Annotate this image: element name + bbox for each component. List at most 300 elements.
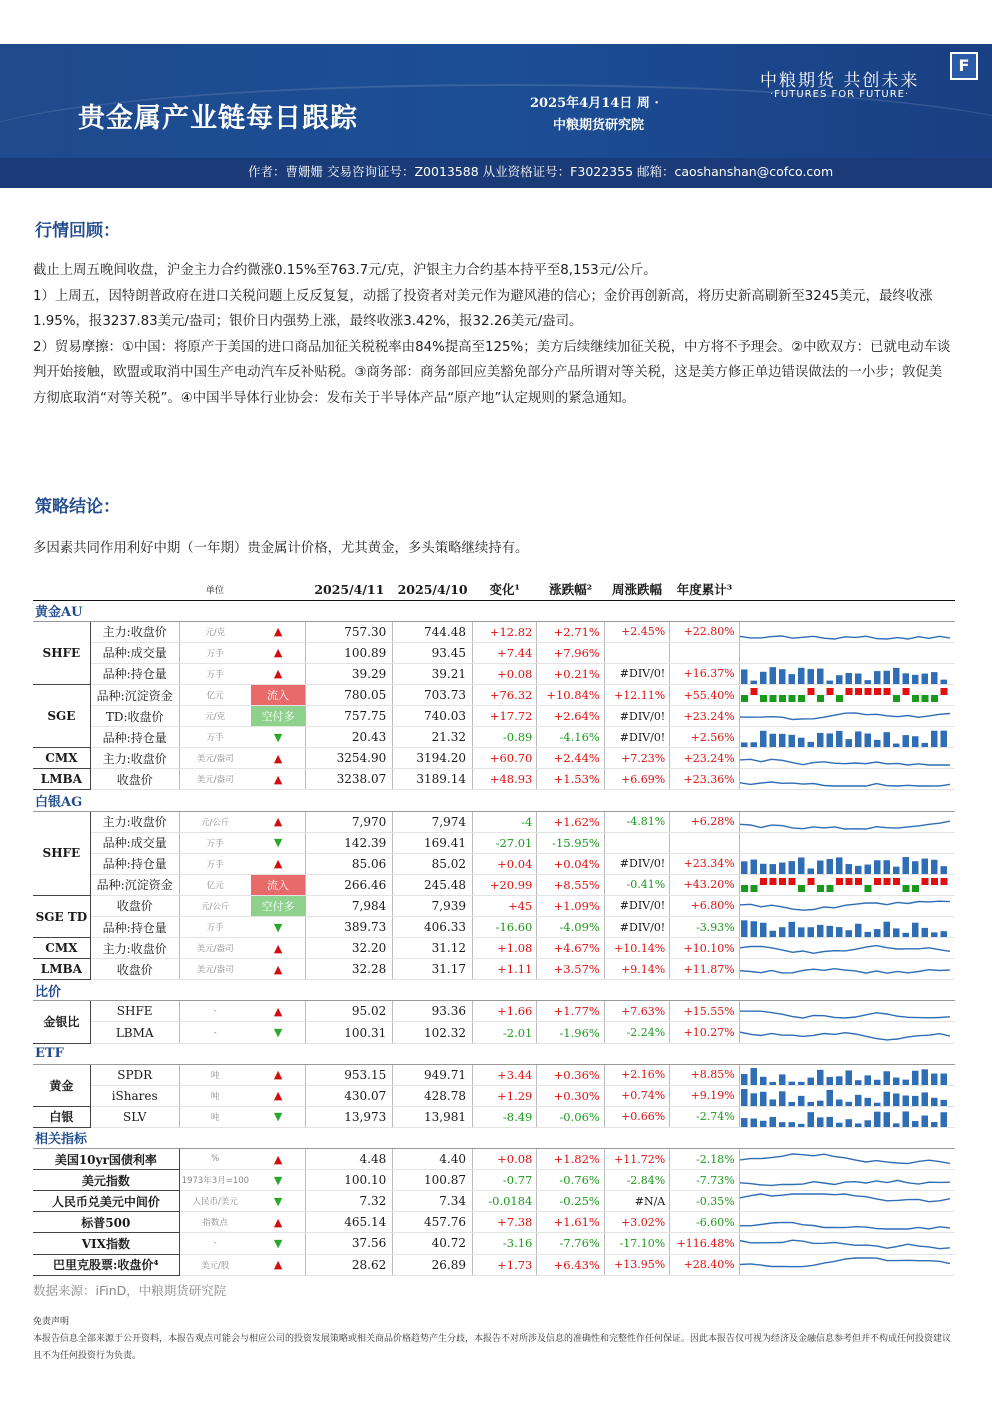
value-date2: 7,974 xyxy=(393,811,473,832)
sparkline-bar xyxy=(740,664,950,684)
spark-flow-cell xyxy=(817,695,824,702)
spark-flow-cell xyxy=(760,878,767,885)
unit-label: 美元/盎司 xyxy=(179,938,251,959)
section-title: ETF xyxy=(33,1043,955,1064)
spark-bar xyxy=(798,668,805,684)
value-date2: 949.71 xyxy=(393,1064,473,1085)
table-row xyxy=(33,874,955,895)
group-label: 黄金 xyxy=(33,1064,90,1106)
value-change: +1.66 xyxy=(472,1001,536,1022)
spark-bar xyxy=(769,931,776,937)
sparkline-cell xyxy=(739,853,955,874)
value-weekly: -17.10% xyxy=(604,1233,669,1254)
spark-bar xyxy=(798,1096,805,1106)
spark-bar xyxy=(741,861,748,874)
value-pct: +1.61% xyxy=(537,1212,604,1233)
value-date2: 703.73 xyxy=(393,684,473,705)
value-ytd: -0.35% xyxy=(670,1191,740,1212)
spark-bar xyxy=(741,669,748,684)
spark-bar xyxy=(931,1122,938,1127)
spark-flow-cell xyxy=(788,695,795,702)
spark-bar xyxy=(845,1119,852,1127)
sparkline-path xyxy=(740,1181,950,1186)
sparkline-cell xyxy=(739,748,955,769)
value-ytd: +116.48% xyxy=(670,1233,740,1254)
value-date2: 31.17 xyxy=(393,959,473,980)
up-arrow-icon: ▲ xyxy=(251,621,306,642)
value-weekly: +7.63% xyxy=(604,1001,669,1022)
value-weekly: #DIV/0! xyxy=(604,917,669,938)
up-arrow-icon: ▲ xyxy=(251,959,306,980)
group-label: SGE xyxy=(33,684,90,747)
sparkline-cell xyxy=(739,727,955,748)
value-pct: +2.44% xyxy=(537,748,604,769)
item-label: 主力:收盘价 xyxy=(90,748,179,769)
value-ytd: +2.56% xyxy=(670,727,740,748)
header-ytd: 年度累计³ xyxy=(670,579,740,600)
item-label: 品种:持仓量 xyxy=(90,727,179,748)
value-pct: -4.16% xyxy=(537,727,604,748)
spark-bar xyxy=(883,732,890,747)
spark-flow-cell xyxy=(912,695,919,702)
table-row xyxy=(33,727,955,748)
sparkline-cell xyxy=(739,1022,955,1043)
spark-bar xyxy=(855,924,862,937)
sparkline-cell xyxy=(739,1170,955,1191)
value-change: -3.16 xyxy=(472,1233,536,1254)
indicator-name: 巴里克股票:收盘价⁴ xyxy=(33,1254,179,1275)
spark-bar xyxy=(760,1092,767,1106)
spark-flow-cell xyxy=(750,688,757,695)
review-p3: 2）贸易摩擦：①中国：将原产于美国的进口商品加征关税税率由84%提高至125%；美方后续继续加征关税，中方将不予理会。②中欧双方：已就电动车谈判开始接触，欧盟或取消中国生产电动汽车反补贴税。③商务部：商务部回应美豁免部分产品所谓对等关税，这是美方修正单边错误做法的一小步；敦促美方彻底取消“对等关税”。④中国半导体行业协会：发布关于半导体产品“原产地”认定规则的紧急通知。 xyxy=(33,339,951,406)
value-date2: 85.02 xyxy=(393,853,473,874)
unit-label: 万手 xyxy=(179,663,251,684)
spark-bar xyxy=(912,861,919,874)
spark-bar xyxy=(845,930,852,937)
spark-bar xyxy=(874,671,881,684)
value-date1: 7,970 xyxy=(306,811,393,832)
spark-bar xyxy=(940,1073,947,1084)
down-arrow-icon: ▼ xyxy=(251,1106,306,1127)
value-ytd: +23.36% xyxy=(670,769,740,790)
value-weekly: -2.24% xyxy=(604,1022,669,1043)
value-date2: 7.34 xyxy=(393,1191,473,1212)
spark-flow-cell xyxy=(874,878,881,885)
sparkline-line xyxy=(740,959,950,979)
spark-flow-cell xyxy=(826,885,833,892)
unit-label: 吨 xyxy=(179,1085,251,1106)
group-label: SHFE xyxy=(33,811,90,895)
spark-bar xyxy=(769,1117,776,1127)
value-change: +0.04 xyxy=(472,853,536,874)
item-label: 主力:收盘价 xyxy=(90,811,179,832)
spark-bar xyxy=(883,922,890,937)
brand-name: 中粮期货 共创未来 xyxy=(760,71,920,91)
section-row xyxy=(33,1043,955,1064)
item-label: TD:收盘价 xyxy=(90,706,179,727)
value-date1: 32.28 xyxy=(306,959,393,980)
sparkline-bar xyxy=(740,1086,950,1106)
spark-bar xyxy=(826,680,833,683)
sparkline-bar xyxy=(740,917,950,937)
table-row xyxy=(33,769,955,790)
spark-bar xyxy=(788,861,795,874)
item-label: SHFE xyxy=(90,1001,179,1022)
section-row xyxy=(33,790,955,811)
value-weekly: #N/A xyxy=(604,1191,669,1212)
value-change: +76.32 xyxy=(472,684,536,705)
up-arrow-icon: ▲ xyxy=(251,769,306,790)
value-date2: 93.45 xyxy=(393,642,473,663)
spark-flow-cell xyxy=(864,885,871,892)
spark-flow-cell xyxy=(921,878,928,885)
spark-bar xyxy=(940,731,947,747)
value-ytd: +22.80% xyxy=(670,621,740,642)
sparkline-path xyxy=(740,1012,950,1019)
indicator-name: 美国10yr国债利率 xyxy=(33,1149,179,1170)
spark-bar xyxy=(817,733,824,747)
value-change: -4 xyxy=(472,811,536,832)
spark-bar xyxy=(779,1091,786,1106)
spark-bar xyxy=(807,1112,814,1127)
value-date2: 102.32 xyxy=(393,1022,473,1043)
unit-label: 元/公斤 xyxy=(179,811,251,832)
spark-bar xyxy=(902,1111,909,1127)
value-pct: +1.53% xyxy=(537,769,604,790)
item-label: 品种:沉淀资金 xyxy=(90,684,179,705)
value-weekly: +11.72% xyxy=(604,1149,669,1170)
sparkline-cell xyxy=(739,684,955,705)
spark-bar xyxy=(940,931,947,937)
spark-bar xyxy=(902,1095,909,1105)
value-ytd: +8.85% xyxy=(670,1064,740,1085)
spark-bar xyxy=(798,1124,805,1127)
group-label: 金银比 xyxy=(33,1001,90,1043)
spark-bar xyxy=(931,1098,938,1106)
sparkline-line xyxy=(740,1212,950,1232)
indicator-name: VIX指数 xyxy=(33,1233,179,1254)
unit-label: 亿元 xyxy=(179,874,251,895)
value-date2: 40.72 xyxy=(393,1233,473,1254)
spark-bar xyxy=(893,1077,900,1084)
spark-bar xyxy=(769,1099,776,1106)
sparkline-line xyxy=(740,1233,950,1253)
value-weekly: +2.45% xyxy=(604,621,669,642)
sparkline-bar xyxy=(740,1065,950,1085)
value-pct: -0.76% xyxy=(537,1170,604,1191)
spark-bar xyxy=(741,920,748,937)
unit-label: 1973年3月=100 xyxy=(179,1170,251,1191)
sparkline-cell xyxy=(739,959,955,980)
spark-bar xyxy=(864,1120,871,1127)
up-arrow-icon: ▲ xyxy=(251,853,306,874)
spark-bar xyxy=(741,1089,748,1106)
value-date1: 7,984 xyxy=(306,895,393,916)
value-date1: 85.06 xyxy=(306,853,393,874)
value-ytd: +23.34% xyxy=(670,853,740,874)
table-row xyxy=(33,1254,955,1275)
value-change: +7.38 xyxy=(472,1212,536,1233)
value-date2: 21.32 xyxy=(393,727,473,748)
value-change: -0.89 xyxy=(472,727,536,748)
spark-flow-cell xyxy=(883,688,890,695)
value-date2: 13,981 xyxy=(393,1106,473,1127)
spark-bar xyxy=(760,1077,767,1085)
spark-bar xyxy=(921,1115,928,1126)
up-arrow-icon: ▲ xyxy=(251,1064,306,1085)
spark-bar xyxy=(855,1080,862,1085)
value-weekly: +6.69% xyxy=(604,769,669,790)
spark-bar xyxy=(817,668,824,683)
sparkline-line xyxy=(740,622,950,642)
spark-flow-cell xyxy=(741,695,748,702)
value-date1: 389.73 xyxy=(306,917,393,938)
value-change: -8.49 xyxy=(472,1106,536,1127)
spark-bar xyxy=(931,731,938,747)
value-date2: 26.89 xyxy=(393,1254,473,1275)
value-change: +0.08 xyxy=(472,663,536,684)
spark-bar xyxy=(788,922,795,937)
spark-bar xyxy=(921,743,928,747)
spark-bar xyxy=(798,738,805,747)
spark-bar xyxy=(921,928,928,937)
table-row xyxy=(33,938,955,959)
sparkline-cell xyxy=(739,832,955,853)
sparkline-path xyxy=(740,821,950,829)
group-label: LMBA xyxy=(33,769,90,790)
sparkline-cell xyxy=(739,1212,955,1233)
sparkline-path xyxy=(740,760,950,766)
spark-bar xyxy=(845,673,852,684)
spark-bar xyxy=(750,1068,757,1085)
value-ytd: +9.19% xyxy=(670,1085,740,1106)
value-weekly: +2.16% xyxy=(604,1064,669,1085)
value-weekly: -4.81% xyxy=(604,811,669,832)
spark-bar xyxy=(836,731,843,747)
spark-bar xyxy=(836,1076,843,1085)
spark-bar xyxy=(874,1112,881,1127)
value-ytd: +6.28% xyxy=(670,811,740,832)
spark-bar xyxy=(836,1123,843,1127)
value-change: -16.60 xyxy=(472,917,536,938)
unit-label: 万手 xyxy=(179,727,251,748)
up-arrow-icon: ▲ xyxy=(251,642,306,663)
value-weekly: +7.23% xyxy=(604,748,669,769)
spark-bar xyxy=(741,1074,748,1085)
value-ytd xyxy=(670,642,740,663)
value-change: +17.72 xyxy=(472,706,536,727)
table-row xyxy=(33,959,955,980)
value-weekly: #DIV/0! xyxy=(604,663,669,684)
table-header-row xyxy=(33,579,955,600)
spark-flow-cell xyxy=(750,885,757,892)
unit-label: 美元/盎司 xyxy=(179,769,251,790)
value-pct: +6.43% xyxy=(537,1254,604,1275)
value-pct: +4.67% xyxy=(537,938,604,959)
header-weekly: 周涨跌幅 xyxy=(604,579,669,600)
spark-bar xyxy=(779,1074,786,1085)
spark-bar xyxy=(931,672,938,684)
value-pct: +1.62% xyxy=(537,811,604,832)
spark-bar xyxy=(912,923,919,937)
value-ytd: -6.60% xyxy=(670,1212,740,1233)
flow-badge: 流入 xyxy=(251,684,306,705)
spark-bar xyxy=(883,1071,890,1085)
value-weekly xyxy=(604,832,669,853)
disclaimer-title: 免责声明 xyxy=(33,1317,70,1327)
sparkline-cell xyxy=(739,895,955,916)
table-row xyxy=(33,748,955,769)
spark-flow-cell xyxy=(779,878,786,885)
spark-bar xyxy=(864,734,871,747)
spark-bar xyxy=(902,933,909,937)
sparkline-cell xyxy=(739,769,955,790)
spark-bar xyxy=(817,1117,824,1127)
group-label: LMBA xyxy=(33,959,90,980)
sparkline-cell xyxy=(739,917,955,938)
spark-flow-cell xyxy=(855,688,862,695)
unit-label: 人民币/美元 xyxy=(179,1191,251,1212)
up-arrow-icon: ▲ xyxy=(251,1254,306,1275)
indicator-name: 人民币兑美元中间价 xyxy=(33,1191,179,1212)
up-arrow-icon: ▲ xyxy=(251,663,306,684)
sparkline-line xyxy=(740,1023,950,1043)
value-ytd: +16.37% xyxy=(670,663,740,684)
spark-flow-cell xyxy=(779,695,786,702)
value-date1: 142.39 xyxy=(306,832,393,853)
sparkline-cell xyxy=(739,874,955,895)
unit-label: 元/克 xyxy=(179,621,251,642)
value-ytd: +11.87% xyxy=(670,959,740,980)
item-label: 品种:持仓量 xyxy=(90,917,179,938)
section-title: 黄金AU xyxy=(33,600,955,621)
spark-bar xyxy=(760,864,767,874)
spark-bar xyxy=(931,1073,938,1084)
spark-bar xyxy=(912,1070,919,1084)
section-title: 比价 xyxy=(33,980,955,1001)
spark-bar xyxy=(921,1069,928,1085)
spark-bar xyxy=(826,926,833,937)
spark-bar xyxy=(826,859,833,874)
spark-bar xyxy=(779,927,786,937)
value-date2: 457.76 xyxy=(393,1212,473,1233)
value-weekly: +3.02% xyxy=(604,1212,669,1233)
spark-bar xyxy=(855,732,862,748)
spark-bar xyxy=(931,859,938,873)
spark-bar xyxy=(826,1117,833,1127)
spark-flow-cell xyxy=(931,695,938,702)
spark-flow-cell xyxy=(893,695,900,702)
spark-bar xyxy=(845,1102,852,1106)
value-date2: 245.48 xyxy=(393,874,473,895)
table-row xyxy=(33,1170,955,1191)
spark-flow-cell xyxy=(807,688,814,695)
value-weekly: -0.41% xyxy=(604,874,669,895)
value-date2: 428.78 xyxy=(393,1085,473,1106)
item-label: 品种:持仓量 xyxy=(90,853,179,874)
spark-bar xyxy=(760,923,767,937)
sparkline-cell xyxy=(739,642,955,663)
value-change: -0.0184 xyxy=(472,1191,536,1212)
sparkline-cell xyxy=(739,1085,955,1106)
spark-bar xyxy=(921,858,928,873)
table-row xyxy=(33,1233,955,1254)
table-row xyxy=(33,1001,955,1022)
value-weekly: #DIV/0! xyxy=(604,895,669,916)
spark-flow-cell xyxy=(940,688,947,695)
value-change: +60.70 xyxy=(472,748,536,769)
spark-flow-cell xyxy=(826,688,833,695)
up-arrow-icon: ▲ xyxy=(251,748,306,769)
spark-bar xyxy=(807,868,814,874)
group-label: CMX xyxy=(33,748,90,769)
indicator-name: 标普500 xyxy=(33,1212,179,1233)
strategy-heading: 策略结论： xyxy=(35,497,120,517)
spark-bar xyxy=(760,672,767,684)
spark-bar xyxy=(798,927,805,937)
value-pct: -0.25% xyxy=(537,1191,604,1212)
sparkline-line xyxy=(740,938,950,958)
sparkline-bar xyxy=(740,727,950,747)
table-row xyxy=(33,621,955,642)
sparkline-line xyxy=(740,1149,950,1169)
table-row xyxy=(33,1022,955,1043)
spark-flow-cell xyxy=(912,885,919,892)
spark-bar xyxy=(893,668,900,684)
spark-bar xyxy=(807,1102,814,1106)
spark-bar xyxy=(788,1122,795,1127)
value-date1: 13,973 xyxy=(306,1106,393,1127)
header-banner xyxy=(0,44,992,188)
brand-logo-icon: F xyxy=(950,52,978,80)
spark-bar xyxy=(750,742,757,747)
item-label: LBMA xyxy=(90,1022,179,1043)
unit-label: 万手 xyxy=(179,853,251,874)
spark-bar xyxy=(902,735,909,747)
spark-bar xyxy=(817,1100,824,1105)
section-row xyxy=(33,980,955,1001)
spark-flow-cell xyxy=(902,885,909,892)
spark-bar xyxy=(883,860,890,874)
value-weekly xyxy=(604,642,669,663)
table-row xyxy=(33,1149,955,1170)
spark-bar xyxy=(836,675,843,684)
unit-label: 指数点 xyxy=(179,1212,251,1233)
spark-bar xyxy=(750,921,757,937)
indicator-name: 美元指数 xyxy=(33,1170,179,1191)
spark-bar xyxy=(760,1121,767,1127)
value-pct: -1.96% xyxy=(537,1022,604,1043)
table-row xyxy=(33,853,955,874)
spark-bar xyxy=(864,1075,871,1085)
header-pct: 涨跌幅² xyxy=(537,579,604,600)
sparkline-line xyxy=(740,706,950,726)
review-p2: 1）上周五，因特朗普政府在进口关税问题上反反复复，动摇了投资者对美元作为避风港的信心；金价再创新高，将历史新高刷新至3245美元，最终收涨1.95%，报3237.83美元/盎司；银价日内强势上涨，最终收涨3.42%，报32.26美元/盎司。 xyxy=(33,288,933,330)
value-date2: 4.40 xyxy=(393,1149,473,1170)
spark-flow-cell xyxy=(798,885,805,892)
spark-flow-cell xyxy=(893,878,900,885)
value-pct: +2.64% xyxy=(537,706,604,727)
spark-bar xyxy=(931,932,938,937)
sparkline-cell xyxy=(739,621,955,642)
spark-flow-cell xyxy=(902,688,909,695)
spark-bar xyxy=(921,1092,928,1106)
table-row xyxy=(33,811,955,832)
spark-bar xyxy=(940,1112,947,1127)
spark-bar xyxy=(893,928,900,937)
value-date1: 757.30 xyxy=(306,621,393,642)
value-pct: -7.76% xyxy=(537,1233,604,1254)
